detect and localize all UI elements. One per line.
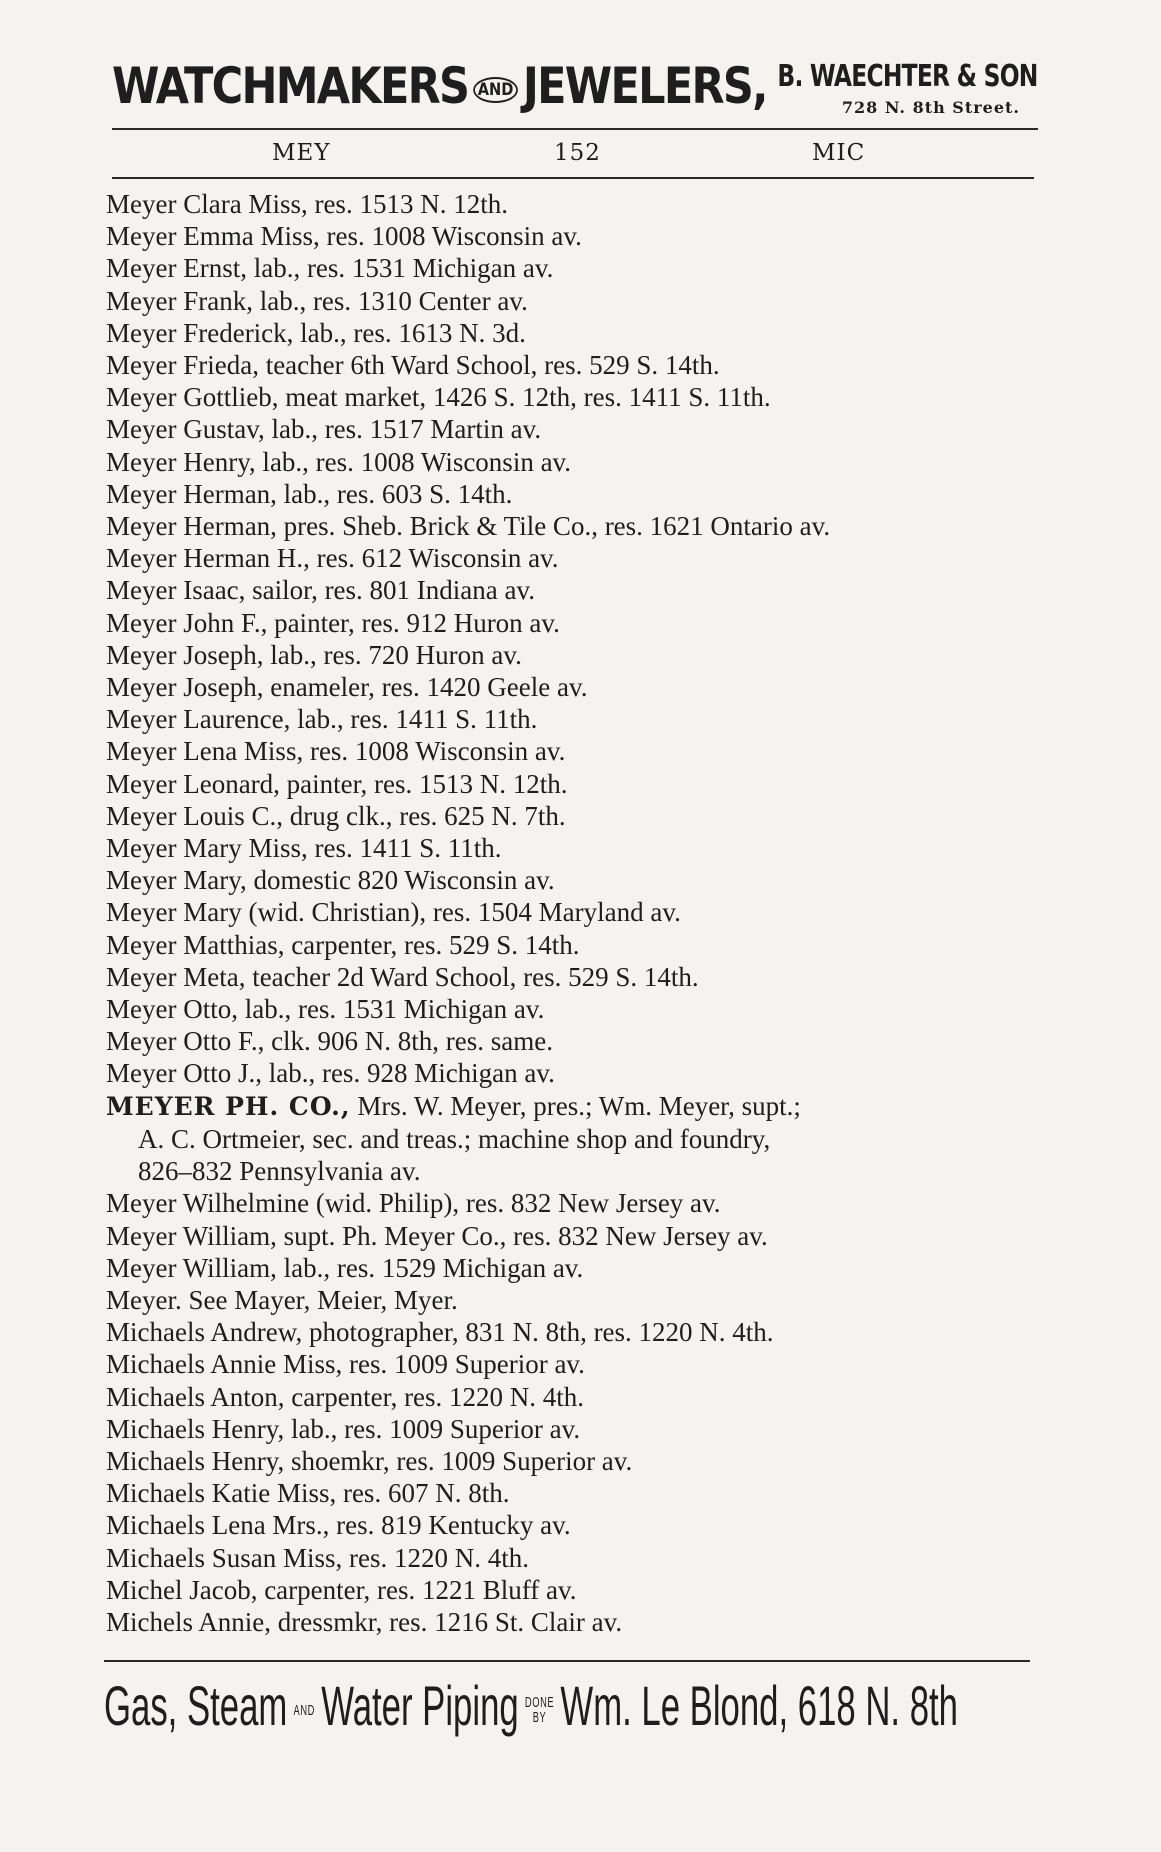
list-item: Meyer Herman, lab., res. 603 S. 14th.: [106, 478, 513, 509]
list-item: Meyer John F., painter, res. 912 Huron av.: [106, 607, 560, 638]
list-item: Meyer Isaac, sailor, res. 801 Indiana av.: [106, 575, 535, 606]
list-item: Michaels Katie Miss, res. 607 N. 8th.: [106, 1478, 510, 1509]
list-item: Meyer Louis C., drug clk., res. 625 N. 7th.: [106, 800, 566, 831]
list-item: Meyer Frieda, teacher 6th Ward School, res. 529 S. 14th.: [106, 350, 720, 381]
list-item: Meyer Otto J., lab., res. 928 Michigan av.: [106, 1058, 555, 1089]
list-item: Meyer Frank, lab., res. 1310 Center av.: [106, 285, 528, 316]
list-item: Meyer Meta, teacher 2d Ward School, res. 529 S. 14th.: [106, 961, 699, 992]
business-line-1: Mrs. W. Meyer, pres.; Wm. Meyer, supt.;: [350, 1090, 801, 1121]
list-item: Meyer Mary Miss, res. 1411 S. 11th.: [106, 833, 502, 864]
list-item: Meyer William, supt. Ph. Meyer Co., res. 832 New Jersey av.: [106, 1220, 768, 1251]
list-item: Meyer Leonard, painter, res. 1513 N. 12th.: [106, 768, 568, 799]
list-item: Meyer Gustav, lab., res. 1517 Martin av.: [106, 414, 542, 445]
bottom-advertisement: [104, 1674, 1034, 1746]
list-item: Meyer Mary (wid. Christian), res. 1504 Maryland av.: [106, 897, 681, 928]
list-item: Michels Annie, dressmkr, res. 1216 St. Clair av.: [106, 1606, 623, 1637]
list-item: Meyer Herman, pres. Sheb. Brick & Tile Co., res. 1621 Ontario av.: [106, 511, 831, 542]
ad-firm-name: B. WAECHTER & SON: [777, 59, 1038, 94]
list-item: Meyer Otto F., clk. 906 N. 8th, res. same.: [106, 1026, 554, 1057]
list-item: Michaels Lena Mrs., res. 819 Kentucky av.: [106, 1510, 571, 1541]
list-item: Meyer Henry, lab., res. 1008 Wisconsin av.: [106, 446, 572, 477]
list-item: Michaels Andrew, photographer, 831 N. 8th, res. 1220 N. 4th.: [106, 1317, 774, 1348]
list-item: Meyer Ernst, lab., res. 1531 Michigan av.: [106, 253, 554, 284]
list-item: Meyer William, lab., res. 1529 Michigan av.: [106, 1252, 584, 1283]
list-item: Meyer Laurence, lab., res. 1411 S. 11th.: [106, 704, 538, 735]
list-item: Meyer Joseph, lab., res. 720 Huron av.: [106, 639, 522, 670]
list-item: Meyer Lena Miss, res. 1008 Wisconsin av.: [106, 736, 566, 767]
list-item: Michaels Susan Miss, res. 1220 N. 4th.: [106, 1542, 529, 1573]
bottom-ad-done-by: DONE BY: [524, 1694, 555, 1727]
ad-address: 728 N. 8th Street.: [841, 98, 1020, 117]
cross-reference: Meyer. See Mayer, Meier, Myer.: [106, 1284, 458, 1315]
business-name: MEYER PH. CO.,: [106, 1091, 351, 1121]
bottom-ad-left: Gas, Steam: [104, 1674, 288, 1737]
list-item: Michaels Anton, carpenter, res. 1220 N. 4th.: [106, 1381, 585, 1412]
bottom-ad-and: AND: [293, 1701, 316, 1719]
list-item: Meyer Joseph, enameler, res. 1420 Geele av.: [106, 672, 588, 703]
bottom-ad-right: Wm. Le Blond, 618 N. 8th: [560, 1674, 958, 1737]
directory-entries: [106, 188, 1046, 1638]
business-line-2: A. C. Ortmeier, sec. and treas.; machine shop and foundry,: [138, 1123, 771, 1154]
list-item: Michaels Annie Miss, res. 1009 Superior av.: [106, 1349, 585, 1380]
list-item: Meyer Emma Miss, res. 1008 Wisconsin av.: [106, 221, 582, 252]
bottom-ad-mid: Water Piping: [321, 1674, 519, 1737]
list-item: Meyer Otto, lab., res. 1531 Michigan av.: [106, 994, 545, 1025]
business-line-3: 826–832 Pennsylvania av.: [138, 1156, 421, 1187]
page-number: 152: [554, 140, 601, 166]
ad-headline-left: WATCHMAKERS: [112, 57, 469, 115]
list-item: Meyer Gottlieb, meat market, 1426 S. 12th, res. 1411 S. 11th.: [106, 382, 771, 413]
header-left-key: MEY: [272, 140, 331, 166]
list-item: Meyer Wilhelmine (wid. Philip), res. 832 New Jersey av.: [106, 1188, 721, 1219]
list-item: Michaels Henry, lab., res. 1009 Superior av.: [106, 1413, 581, 1444]
list-item: Meyer Matthias, carpenter, res. 529 S. 14th.: [106, 929, 580, 960]
list-item: Meyer Mary, domestic 820 Wisconsin av.: [106, 865, 555, 896]
business-entry: [106, 1090, 1046, 1188]
bottom-rule: [104, 1660, 1030, 1662]
top-advertisement: [112, 52, 1038, 124]
list-item: Meyer Frederick, lab., res. 1613 N. 3d.: [106, 317, 526, 348]
header-right-key: MIC: [812, 140, 866, 166]
ad-headline-right: JEWELERS,: [522, 57, 767, 115]
list-item: Meyer Clara Miss, res. 1513 N. 12th.: [106, 189, 508, 219]
bottom-ad-text: [104, 1674, 958, 1738]
list-item: Meyer Herman H., res. 612 Wisconsin av.: [106, 543, 559, 574]
list-item: Michaels Henry, shoemkr, res. 1009 Superior av.: [106, 1445, 633, 1476]
list-item: Michel Jacob, carpenter, res. 1221 Bluff av.: [106, 1574, 577, 1605]
ad-headline: [112, 58, 767, 114]
ad-ampersand: AND: [473, 77, 517, 103]
top-rule: [112, 128, 1038, 130]
header-rule: [112, 177, 1034, 179]
